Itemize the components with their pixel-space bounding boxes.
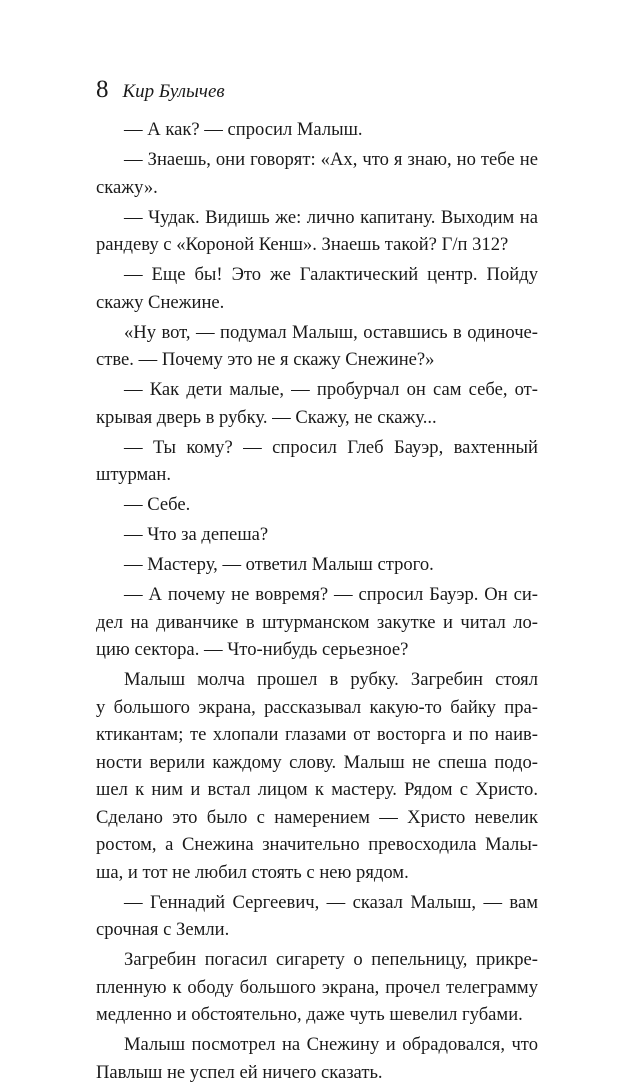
paragraph: [96, 116, 538, 144]
text-line: — Еще бы! Это же Галактический центр. Пойду: [124, 264, 538, 285]
paragraph: [96, 521, 538, 549]
text-line: — Что за депеша?: [124, 524, 269, 545]
text-body: [96, 116, 538, 1089]
page-number: 8: [96, 76, 109, 103]
text-line: Малыш посмотрел на Снежину и обрадовался, что: [124, 1034, 538, 1055]
paragraph: [96, 146, 538, 201]
text-line: «Ну вот, — подумал Малыш, оставшись в одиноче-: [124, 321, 538, 343]
text-line: ша, и тот не любил стоять с нею рядом.: [96, 861, 409, 883]
paragraph: [96, 434, 538, 489]
paragraph: [96, 946, 538, 1029]
paragraph: [96, 491, 538, 519]
text-line: шел к ним и встал лицом к мастеру. Рядом с Христо.: [96, 779, 538, 800]
paragraph: [96, 376, 538, 431]
text-line: ростом, а Снежина значительно превосходила Малы-: [96, 834, 538, 855]
text-line: — Как дети малые, — пробурчал он сам себе, от-: [124, 379, 538, 400]
text-line: — Знаешь, они говорят: «Ах, что я знаю, но тебе не: [124, 149, 538, 170]
text-line: — Себе.: [124, 494, 191, 515]
text-line: ности верили каждому слову. Малыш не спеша подо-: [96, 751, 538, 773]
paragraph: [96, 666, 538, 886]
paragraph: [96, 261, 538, 316]
running-head: [96, 76, 225, 106]
text-line: Павлыш не успел ей ничего сказать.: [96, 1061, 383, 1083]
text-line: дел на диванчике в штурманском закутке и читал ло-: [96, 611, 538, 633]
text-line: срочная с Земли.: [96, 919, 230, 940]
text-line: ктикантам; те хлопали глазами от восторга и по наив-: [96, 724, 538, 745]
paragraph: [96, 889, 538, 944]
text-line: Сделано это было с намерением — Христо невелик: [96, 806, 538, 828]
author-name: Кир Булычев: [122, 81, 225, 102]
text-line: штурман.: [96, 464, 172, 485]
text-line: — А как? — спросил Малыш.: [124, 119, 363, 140]
paragraph: [96, 204, 538, 259]
text-line: у большого экрана, рассказывал какую-то байку пра-: [96, 696, 538, 718]
text-line: стве. — Почему это не я скажу Снежине?»: [96, 349, 435, 370]
text-line: — Геннадий Сергеевич, — сказал Малыш, — вам: [124, 891, 538, 913]
paragraph: [96, 319, 538, 374]
text-line: — Мастеру, — ответил Малыш строго.: [124, 554, 434, 575]
text-line: крывая дверь в рубку. — Скажу, не скажу...: [96, 406, 437, 428]
text-line: пленную к ободу большого экрана, прочел телеграмму: [96, 976, 538, 998]
text-line: — А почему не вовремя? — спросил Бауэр. Он си-: [124, 584, 538, 605]
paragraph: [96, 581, 538, 664]
text-line: рандеву с «Короной Кенш». Знаешь такой? Г/п 312?: [96, 234, 509, 255]
text-line: скажу Снежине.: [96, 291, 225, 313]
paragraph: [96, 1031, 538, 1086]
paragraph: [96, 551, 538, 579]
text-line: Малыш молча прошел в рубку. Загребин стоял: [124, 669, 538, 690]
text-line: — Ты кому? — спросил Глеб Бауэр, вахтенный: [124, 436, 538, 458]
text-line: скажу».: [96, 176, 158, 198]
text-line: Загребин погасил сигарету о пепельницу, прикре-: [124, 949, 538, 970]
text-line: — Чудак. Видишь же: лично капитану. Выходим на: [124, 206, 538, 228]
text-line: медленно и обстоятельно, даже чуть шевелил губами.: [96, 1004, 523, 1025]
text-line: цию сектора. — Что-нибудь серьезное?: [96, 639, 409, 660]
